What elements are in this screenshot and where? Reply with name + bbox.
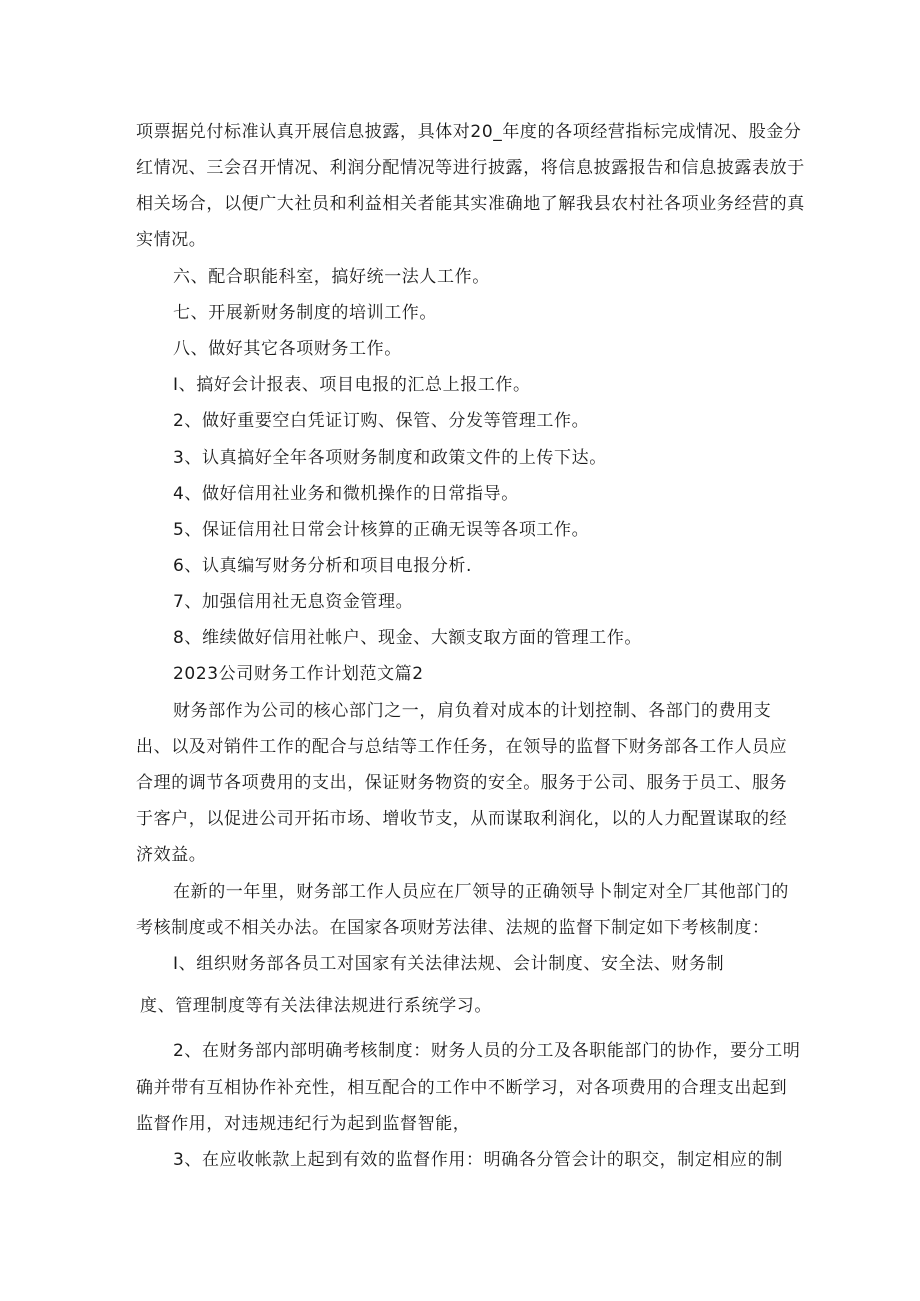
paragraph-line: 出、以及对销件工作的配合与总结等工作任务，在领导的监督下财务部各工作人员应 [136, 737, 788, 757]
paragraph-line: 于客户，以促进公司开拓市场、增收节支，从而谋取利润化，以的人力配置谋取的经 [136, 809, 788, 829]
list-item: 8、维续做好信用社帐户、现金、大额支取方面的管理工作。 [173, 628, 643, 648]
paragraph-line: 在新的一年里，财务部工作人员应在厂领导的正确领导卜制定对全厂其他部门的 [173, 882, 789, 902]
article-title: 2023公司财务工作计划范文篇2 [173, 664, 424, 684]
paragraph-line: 济效益。 [136, 845, 207, 865]
paragraph-line: 项票据兑付标准认真开展信息披露，具体对20_年度的各项经营指标完成情况、股金分 [136, 122, 802, 142]
list-item-continuation: 确并带有互相协作补充性，相互配合的工作中不断学习，对各项费用的合理支出起到 [136, 1078, 788, 1098]
paragraph-line: 考核制度或不相关办法。在国家各项财芳法律、法规的监督下制定如下考核制度： [136, 918, 770, 938]
section-heading: 六、配合职能科室，搞好统一法人工作。 [173, 267, 490, 287]
paragraph-line: 合理的调节各项费用的支出，保证财务物资的安全。服务于公司、服务于员工、服务 [136, 773, 788, 793]
list-item: I、组织财务部各员工对国家有关法律法规、会计制度、安全法、财务制 [173, 954, 725, 974]
list-item: 7、加强信用社无息资金管理。 [173, 592, 414, 612]
list-item-continuation: 监督作用，对违规违纪行为起到监督智能， [136, 1114, 471, 1134]
list-item: 3、在应收帐款上起到有效的监督作用：明确各分管会计的职交，制定相应的制 [173, 1150, 783, 1170]
list-item: 6、认真编写财务分析和项目电报分析. [173, 556, 473, 576]
list-item: 2、做好重要空白凭证订购、保管、分发等管理工作。 [173, 411, 590, 431]
section-heading: 八、做好其它各项财务工作。 [173, 339, 402, 359]
list-item: 4、做好信用社业务和微机操作的日常指导。 [173, 484, 519, 504]
list-item: I、搞好会计报表、项目电报的汇总上报工作。 [173, 375, 531, 395]
list-item: 3、认真搞好全年各项财务制度和政策文件的上传下达。 [173, 448, 607, 468]
paragraph-line: 财务部作为公司的核心部门之一，肩负着对成本的计划控制、各部门的费用支 [173, 701, 772, 721]
section-heading: 七、开展新财务制度的培训工作。 [173, 303, 437, 323]
list-item-continuation: 度、管理制度等有关法律法规进行系统学习。 [140, 996, 492, 1016]
list-item: 2、在财务部内部明确考核制度：财务人员的分工及各职能部门的协作，要分工明 [173, 1041, 801, 1061]
paragraph-line: 红情况、三会召开情况、利润分配情况等进行披露，将信息披露报告和信息披露表放于 [136, 158, 805, 178]
paragraph-line: 相关场合，以便广大社员和利益相关者能其实准确地了解我县农村社各项业务经营的真 [136, 194, 805, 214]
paragraph-line: 实情况。 [136, 230, 207, 250]
list-item: 5、保证信用社日常会计核算的正确无误等各项工作。 [173, 520, 590, 540]
